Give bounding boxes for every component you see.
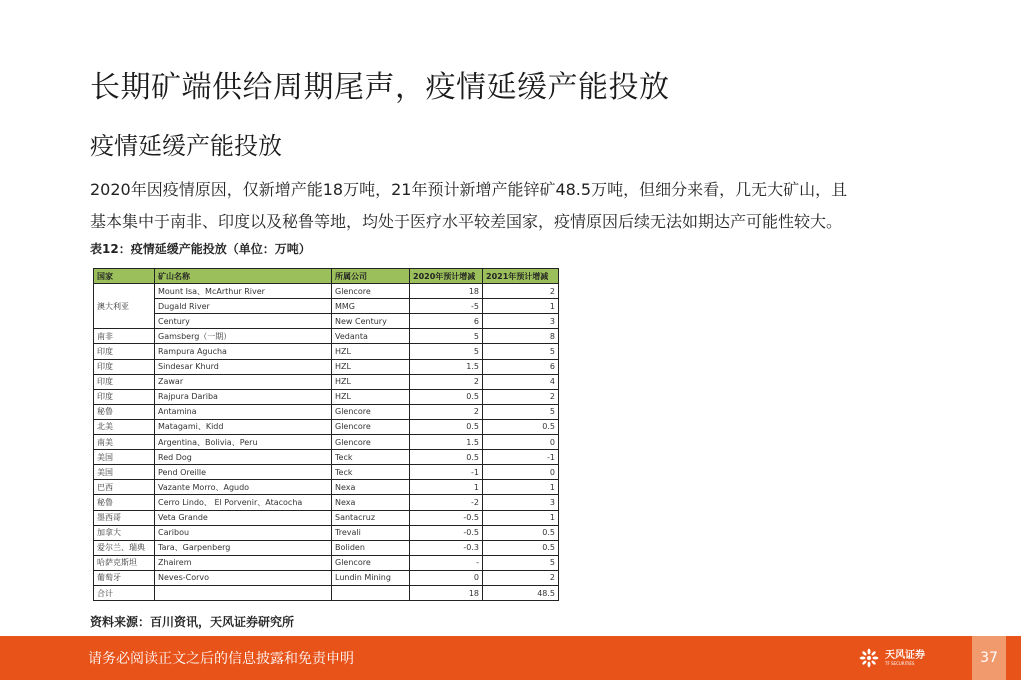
cell-company: Lundin Mining <box>332 570 410 585</box>
cell-2020: -0.5 <box>410 510 483 525</box>
page-number-box <box>972 636 1006 680</box>
cell-mine: Vazante Morro、Agudo <box>155 480 332 495</box>
cell-company: Glencore <box>332 284 410 299</box>
cell-country: 巴西 <box>94 480 155 495</box>
cell-empty <box>155 585 332 600</box>
cell-country: 印度 <box>94 389 155 404</box>
cell-total-2021: 48.5 <box>483 585 559 600</box>
cell-2020: 5 <box>410 329 483 344</box>
table-row <box>94 555 559 570</box>
cell-country: 美国 <box>94 450 155 465</box>
body-line: 基本集中于南非、印度以及秘鲁等地，均处于医疗水平较差国家，疫情原因后续无法如期达产可能性较大。 <box>90 212 843 231</box>
cell-company: HZL <box>332 374 410 389</box>
table-row <box>94 419 559 434</box>
cell-mine: Mount Isa、McArthur River <box>155 284 332 299</box>
cell-mine: Argentina、Bolivia、Peru <box>155 435 332 450</box>
cell-2021: 6 <box>483 359 559 374</box>
cell-2021: 0.5 <box>483 525 559 540</box>
table-header-row <box>94 269 559 284</box>
cell-mine: Matagami、Kidd <box>155 419 332 434</box>
cell-country: 爱尔兰、瑞典 <box>94 540 155 555</box>
cell-2021: 0.5 <box>483 540 559 555</box>
cell-country: 南非 <box>94 329 155 344</box>
cell-mine: Cerro Lindo、 El Porvenir、Atacocha <box>155 495 332 510</box>
cell-country: 美国 <box>94 465 155 480</box>
section-subtitle: 疫情延缓产能投放 <box>90 132 282 160</box>
cell-company: HZL <box>332 359 410 374</box>
cell-2021: -1 <box>483 450 559 465</box>
cell-company: Glencore <box>332 435 410 450</box>
cell-mine: Neves-Corvo <box>155 570 332 585</box>
table-row <box>94 344 559 359</box>
cell-2021: 2 <box>483 389 559 404</box>
cell-country: 印度 <box>94 359 155 374</box>
table-row <box>94 314 559 329</box>
table-row <box>94 435 559 450</box>
cell-2021: 0 <box>483 435 559 450</box>
tf-star-icon <box>858 647 880 669</box>
cell-2021: 8 <box>483 329 559 344</box>
cell-2020: 1 <box>410 480 483 495</box>
cell-2020: 5 <box>410 344 483 359</box>
cell-company: Nexa <box>332 480 410 495</box>
cell-2020: 2 <box>410 404 483 419</box>
cell-2021: 1 <box>483 510 559 525</box>
cell-country: 葡萄牙 <box>94 570 155 585</box>
cell-2020: 6 <box>410 314 483 329</box>
page-title: 长期矿端供给周期尾声，疫情延缓产能投放 <box>90 70 670 105</box>
cell-2020: 1.5 <box>410 359 483 374</box>
cell-company: Nexa <box>332 495 410 510</box>
cell-2021: 3 <box>483 495 559 510</box>
cell-company: Teck <box>332 450 410 465</box>
body-line: 2020年因疫情原因，仅新增产能18万吨，21年预计新增产能锌矿48.5万吨，但细分来看，几无大矿山，且 <box>90 180 848 199</box>
cell-country: 印度 <box>94 344 155 359</box>
cell-total-label: 合计 <box>94 585 155 600</box>
cell-2020: -0.5 <box>410 525 483 540</box>
cell-mine: Antamina <box>155 404 332 419</box>
cell-company: Glencore <box>332 555 410 570</box>
cell-2021: 5 <box>483 404 559 419</box>
cell-mine: Dugald River <box>155 299 332 314</box>
table-row <box>94 359 559 374</box>
cell-2020: 2 <box>410 374 483 389</box>
cell-country: 北美 <box>94 419 155 434</box>
disclaimer-text: 请务必阅读正文之后的信息披露和免责申明 <box>88 651 354 667</box>
company-logo <box>858 646 925 670</box>
page-number: 37 <box>980 650 998 666</box>
source-note: 资料来源：百川资讯，天风证券研究所 <box>90 615 295 629</box>
table-row <box>94 404 559 419</box>
cell-company: Glencore <box>332 419 410 434</box>
logo-name: 天风证券 <box>885 649 925 661</box>
cell-mine: Pend Oreille <box>155 465 332 480</box>
table-row <box>94 329 559 344</box>
cell-2021: 1 <box>483 480 559 495</box>
header-2021: 2021年预计增减 <box>483 269 559 284</box>
cell-2021: 0.5 <box>483 419 559 434</box>
table-row <box>94 374 559 389</box>
table-row <box>94 540 559 555</box>
cell-2021: 0 <box>483 465 559 480</box>
cell-country: 秘鲁 <box>94 404 155 419</box>
cell-2020: 0.5 <box>410 450 483 465</box>
cell-country: 秘鲁 <box>94 495 155 510</box>
cell-company: Teck <box>332 465 410 480</box>
cell-country: 印度 <box>94 374 155 389</box>
cell-2020: - <box>410 555 483 570</box>
cell-company: Boliden <box>332 540 410 555</box>
header-2020: 2020年预计增减 <box>410 269 483 284</box>
cell-empty <box>332 585 410 600</box>
cell-2020: -5 <box>410 299 483 314</box>
cell-company: Trevali <box>332 525 410 540</box>
cell-company: Vedanta <box>332 329 410 344</box>
cell-company: Santacruz <box>332 510 410 525</box>
cell-mine: Red Dog <box>155 450 332 465</box>
cell-company: MMG <box>332 299 410 314</box>
cell-2021: 3 <box>483 314 559 329</box>
cell-2020: 0.5 <box>410 389 483 404</box>
cell-2020: 18 <box>410 284 483 299</box>
cell-2020: -0.3 <box>410 540 483 555</box>
cell-2020: -1 <box>410 465 483 480</box>
cell-2021: 5 <box>483 555 559 570</box>
cell-total-2020: 18 <box>410 585 483 600</box>
table-row <box>94 389 559 404</box>
header-mine: 矿山名称 <box>155 269 332 284</box>
table-row <box>94 299 559 314</box>
cell-mine: Gamsberg（一期） <box>155 329 332 344</box>
cell-mine: Veta Grande <box>155 510 332 525</box>
table-row <box>94 450 559 465</box>
cell-mine: Zhairem <box>155 555 332 570</box>
cell-2021: 1 <box>483 299 559 314</box>
footer-bar <box>0 636 1021 680</box>
table-row <box>94 570 559 585</box>
table-row <box>94 465 559 480</box>
cell-country: 哈萨克斯坦 <box>94 555 155 570</box>
cell-mine: Rampura Agucha <box>155 344 332 359</box>
cell-2021: 4 <box>483 374 559 389</box>
header-country: 国家 <box>94 269 155 284</box>
cell-country: 南美 <box>94 435 155 450</box>
cell-2020: 1.5 <box>410 435 483 450</box>
table-caption: 表12：疫情延缓产能投放（单位：万吨） <box>90 242 311 256</box>
cell-country: 澳大利亚 <box>94 284 155 329</box>
cell-mine: Caribou <box>155 525 332 540</box>
table-row <box>94 510 559 525</box>
cell-2020: 0 <box>410 570 483 585</box>
cell-mine: Sindesar Khurd <box>155 359 332 374</box>
cell-2021: 2 <box>483 284 559 299</box>
cell-country: 墨西哥 <box>94 510 155 525</box>
cell-mine: Tara、Garpenberg <box>155 540 332 555</box>
cell-country: 加拿大 <box>94 525 155 540</box>
table-row <box>94 284 559 299</box>
cell-2021: 5 <box>483 344 559 359</box>
table-row <box>94 480 559 495</box>
logo-en: TF SECURITIES <box>885 660 915 666</box>
header-company: 所属公司 <box>332 269 410 284</box>
cell-company: HZL <box>332 344 410 359</box>
table-row <box>94 525 559 540</box>
cell-company: HZL <box>332 389 410 404</box>
cell-mine: Century <box>155 314 332 329</box>
cell-2021: 2 <box>483 570 559 585</box>
table-total-row <box>94 585 559 600</box>
logo-text <box>885 651 925 666</box>
cell-mine: Zawar <box>155 374 332 389</box>
cell-company: Glencore <box>332 404 410 419</box>
cell-2020: 0.5 <box>410 419 483 434</box>
cell-mine: Rajpura Dariba <box>155 389 332 404</box>
body-paragraph <box>90 174 990 238</box>
cell-2020: -2 <box>410 495 483 510</box>
table-row <box>94 495 559 510</box>
capacity-table <box>93 268 559 601</box>
cell-company: New Century <box>332 314 410 329</box>
table-body <box>94 284 559 601</box>
